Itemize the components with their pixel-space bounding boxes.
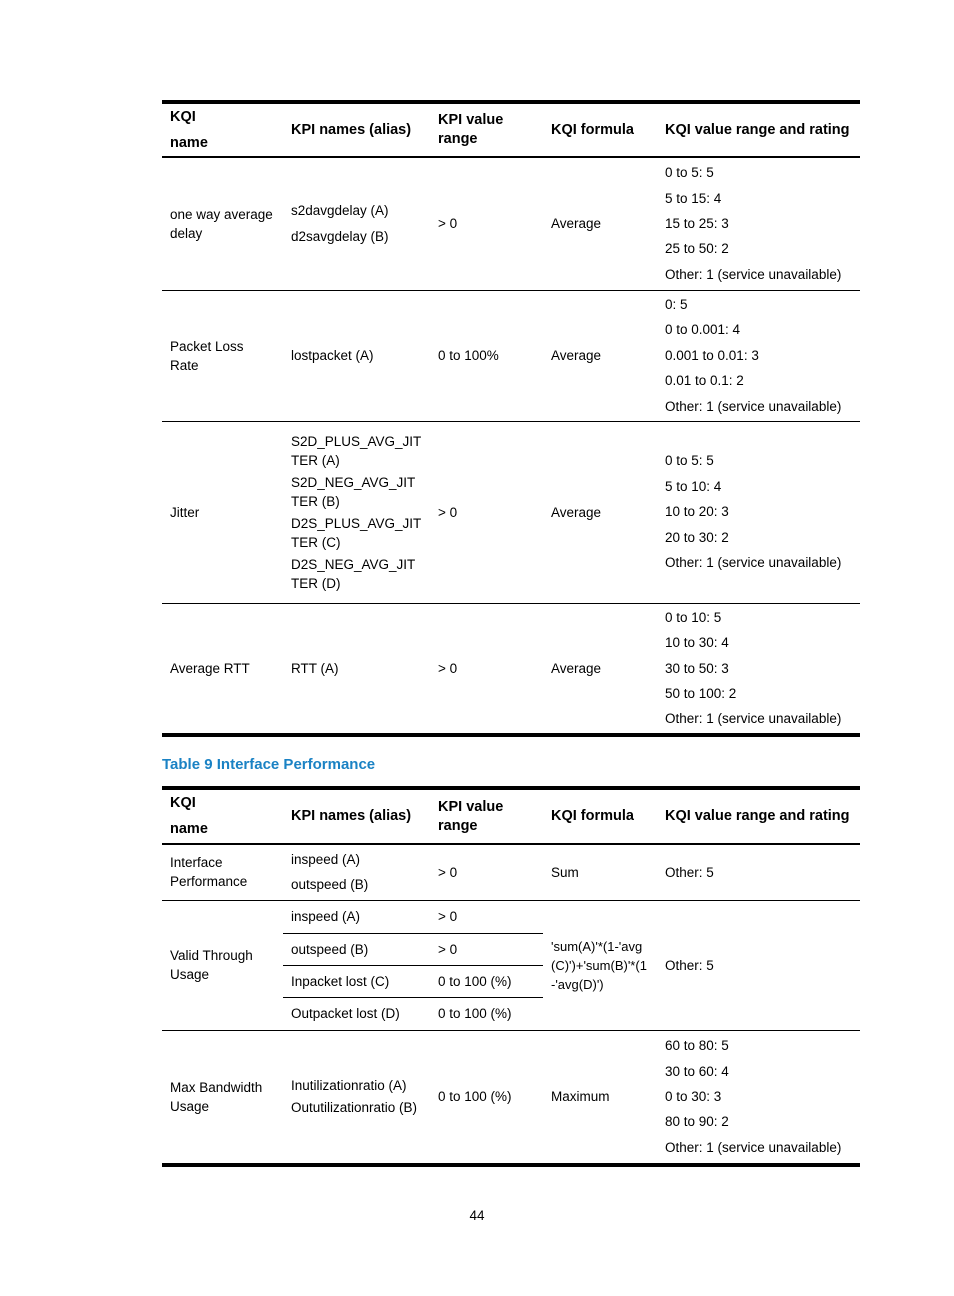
table-caption: Table 9 Interface Performance xyxy=(162,756,376,773)
kpi-name: Inpacket lost (C) xyxy=(283,965,430,997)
kpi-names: RTT (A) xyxy=(291,660,339,676)
kqi-ratings: 0 to 10: 5 10 to 30: 4 30 to 50: 3 50 to 100: 2 Other: 1 (service unavailable) xyxy=(665,609,842,727)
kqi-ratings: 0: 5 0 to 0.001: 4 0.001 to 0.01: 3 0.01 to 0.1: 2 Other: 1 (service unavailable) xyxy=(665,296,842,414)
header-kqi-formula: KQI formula xyxy=(551,808,634,824)
kqi-name: Interface Performance xyxy=(170,855,248,890)
kqi-table-interface xyxy=(162,786,860,1167)
kqi-formula: Average xyxy=(551,660,602,676)
kqi-ratings: 60 to 80: 5 30 to 60: 4 0 to 30: 3 80 to 90: 2 Other: 1 (service unavailable) xyxy=(665,1038,842,1155)
table-row xyxy=(162,421,860,603)
header-kpi-value-range: KPI value range xyxy=(438,112,504,147)
table-row xyxy=(162,900,860,933)
kpi-names: S2D_PLUS_AVG_JITTER (A) S2D_NEG_AVG_JITTER (B) D2S_PLUS_AVG_JITTER (C) D2S_NEG_AVG_JITTER (D) xyxy=(291,433,422,591)
kpi-value-range: > 0 xyxy=(438,864,458,880)
kqi-rating: Other: 5 xyxy=(665,864,714,880)
kpi-names: inspeed (A) outspeed (B) xyxy=(291,851,369,893)
table-row xyxy=(162,1030,860,1165)
table-row xyxy=(162,290,860,421)
kpi-names: lostpacket (A) xyxy=(291,347,374,363)
kqi-ratings: 0 to 5: 5 5 to 10: 4 10 to 20: 3 20 to 30: 2 Other: 1 (service unavailable) xyxy=(665,453,842,571)
kpi-names: s2davgdelay (A) d2savgdelay (B) xyxy=(291,203,389,244)
kpi-value-range: > 0 xyxy=(430,933,543,965)
table-row xyxy=(162,157,860,290)
kqi-formula: Sum xyxy=(551,864,579,880)
kqi-name: Packet Loss Rate xyxy=(170,338,244,373)
kpi-value-range: > 0 xyxy=(438,504,458,520)
header-kqi-formula: KQI formula xyxy=(551,121,634,138)
header-kpi-value-range: KPI value range xyxy=(438,798,504,834)
kpi-value-range: 0 to 100 (%) xyxy=(430,965,543,997)
kpi-value-range: > 0 xyxy=(438,660,458,676)
kpi-names: Inutilizationratio (A) Oututilizationratio (B) xyxy=(291,1078,418,1116)
table-row xyxy=(162,844,860,900)
kqi-name: Max Bandwidth Usage xyxy=(170,1079,263,1114)
kqi-rating: Other: 5 xyxy=(665,957,714,973)
kpi-name: Outpacket lost (D) xyxy=(283,997,430,1030)
kqi-name: one way average delay xyxy=(170,206,273,241)
kqi-name: Jitter xyxy=(170,504,200,520)
kqi-formula: Average xyxy=(551,216,602,232)
kpi-name: outspeed (B) xyxy=(283,933,430,965)
kqi-formula: 'sum(A)'*(1-'avg(C)')+'sum(B)'*(1-'avg(D)') xyxy=(551,938,647,992)
kqi-formula: Average xyxy=(551,504,602,520)
kqi-table-network xyxy=(162,100,860,737)
kpi-value-range: 0 to 100 (%) xyxy=(430,997,543,1030)
kqi-formula: Maximum xyxy=(551,1089,610,1105)
kpi-value-range: > 0 xyxy=(438,909,458,924)
kpi-value-range: > 0 xyxy=(438,216,458,232)
header-kqi-value-range: KQI value range and rating xyxy=(665,808,850,824)
kqi-ratings: 0 to 5: 5 5 to 15: 4 15 to 25: 3 25 to 50: 2 Other: 1 (service unavailable) xyxy=(665,165,842,282)
kpi-name: inspeed (A) xyxy=(291,909,361,924)
header-kpi-names: KPI names (alias) xyxy=(291,808,412,824)
kqi-name: Average RTT xyxy=(170,660,250,676)
table-header-row xyxy=(162,788,860,844)
header-kqi-name: KQI name xyxy=(170,108,208,151)
table-row xyxy=(162,603,860,735)
kpi-value-range: 0 to 100 (%) xyxy=(438,1089,512,1105)
header-kqi-name: KQI name xyxy=(170,795,208,837)
header-kpi-names: KPI names (alias) xyxy=(291,121,412,138)
kqi-name: Valid Through Usage xyxy=(170,948,253,982)
table-header-row xyxy=(162,102,860,157)
header-kqi-value-range: KQI value range and rating xyxy=(665,121,850,138)
kqi-formula: Average xyxy=(551,348,602,363)
page-number: 44 xyxy=(469,1208,485,1223)
kpi-value-range: 0 to 100% xyxy=(438,348,499,363)
